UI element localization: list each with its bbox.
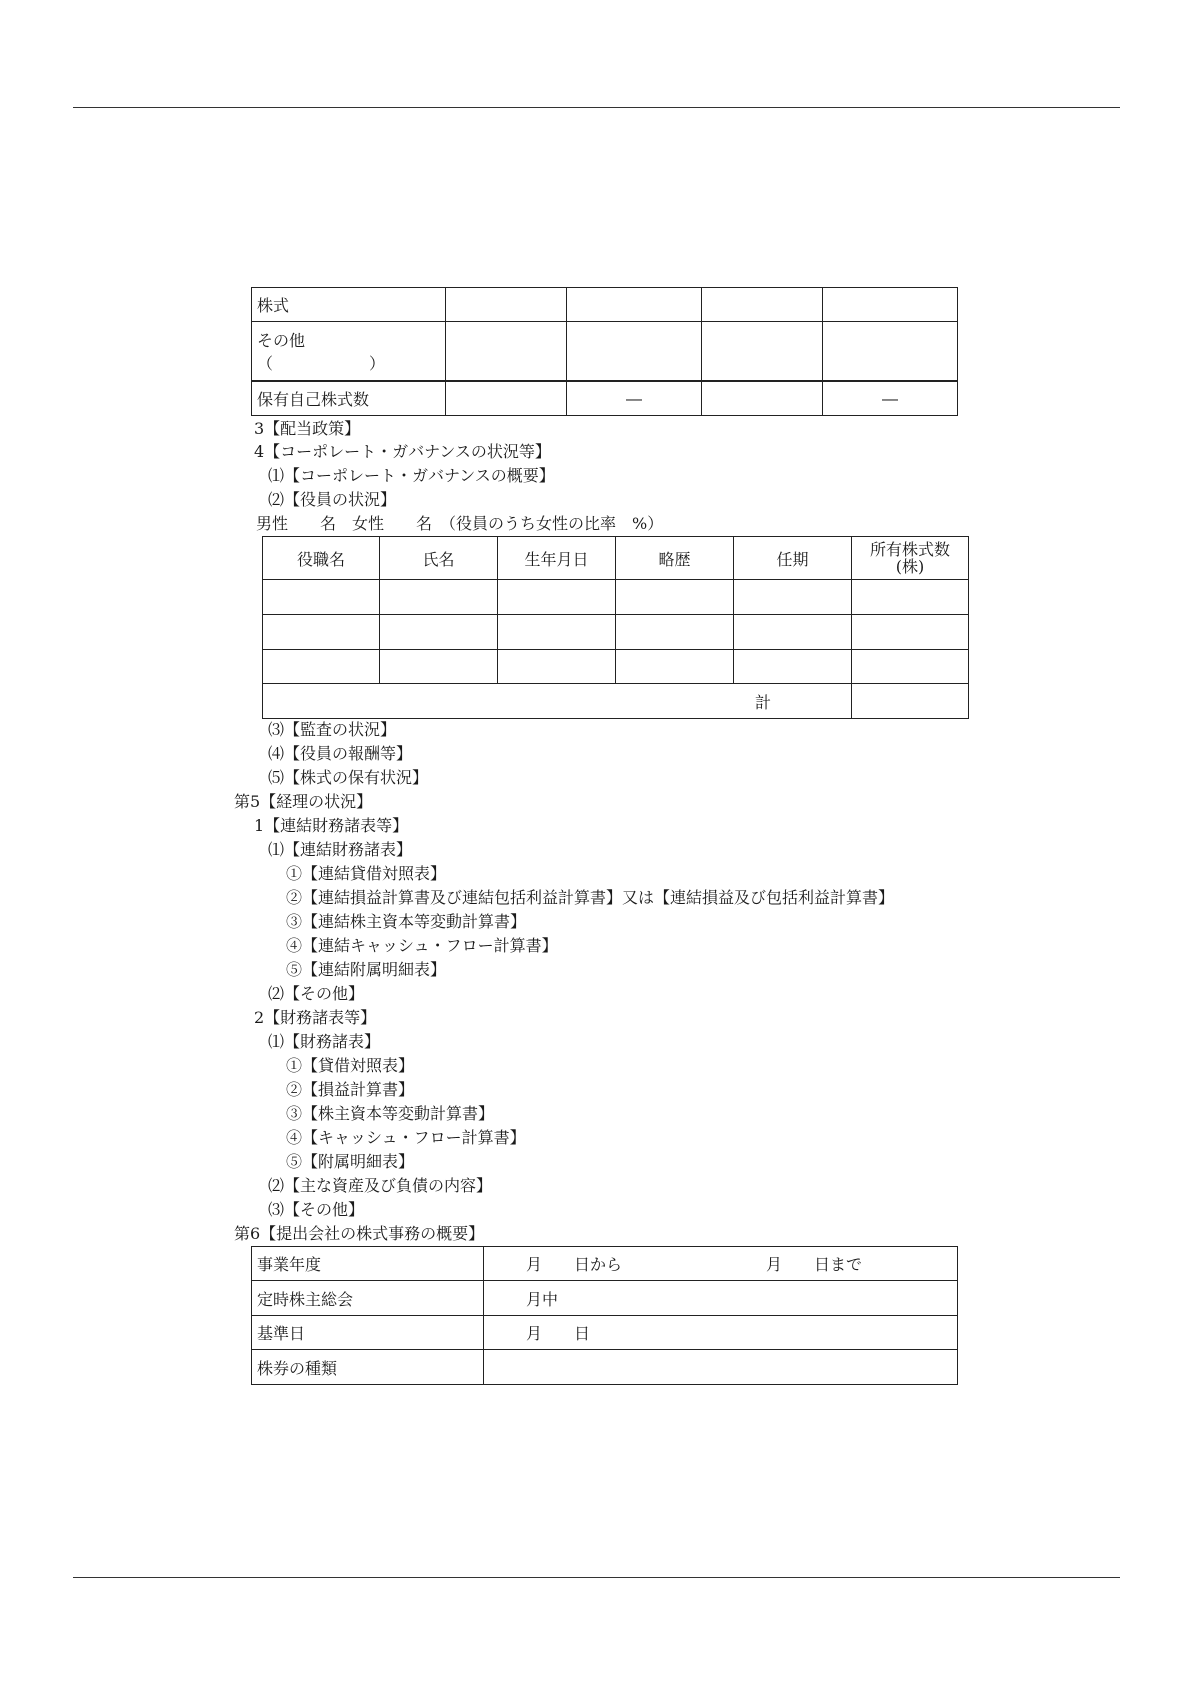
table-cell	[616, 580, 734, 615]
item-schedules: ⑤【附属明細表】	[286, 1152, 415, 1171]
item-bs: ①【貸借対照表】	[286, 1056, 415, 1075]
table-cell	[446, 322, 567, 381]
table-row	[263, 615, 969, 650]
table-cell	[852, 650, 969, 684]
treasury-stock-table	[251, 287, 958, 416]
table-cell	[380, 650, 498, 684]
table-row	[252, 322, 958, 381]
item-equity: ③【株主資本等変動計算書】	[286, 1104, 495, 1123]
item-cashflow: ④【キャッシュ・フロー計算書】	[286, 1128, 526, 1147]
heading-financial-statements: 2【財務諸表等】	[254, 1008, 377, 1027]
table-row	[252, 1316, 958, 1350]
table-cell	[263, 615, 380, 650]
heading-stock-administration: 第6【提出会社の株式事務の概要】	[234, 1224, 485, 1243]
heading-consolidated-fs: ⑴【連結財務諸表】	[268, 840, 413, 859]
column-header: 略歴	[616, 537, 734, 580]
row-label: 株式	[252, 288, 446, 322]
stock-administration-table	[251, 1246, 958, 1385]
column-header: 役職名	[263, 537, 380, 580]
heading-consolidated-other: ⑵【その他】	[268, 984, 365, 1003]
table-cell	[823, 322, 958, 381]
header-rule	[73, 107, 1120, 108]
row-label: 株券の種類	[252, 1350, 484, 1385]
row-value	[484, 1350, 958, 1385]
table-cell	[498, 615, 616, 650]
table-cell	[702, 288, 823, 322]
table-cell	[498, 650, 616, 684]
table-row	[252, 1247, 958, 1281]
heading-dividend-policy: 3【配当政策】	[254, 419, 361, 438]
table-cell	[567, 322, 702, 381]
heading-assets-liabilities: ⑵【主な資産及び負債の内容】	[268, 1176, 493, 1195]
table-row	[252, 288, 958, 322]
table-cell	[734, 650, 852, 684]
table-cell	[734, 615, 852, 650]
table-row	[252, 381, 958, 416]
column-header: 所有株式数 (株)	[852, 537, 969, 580]
row-value: 月中	[484, 1281, 958, 1316]
table-row	[263, 650, 969, 684]
table-row	[263, 580, 969, 615]
row-value: 月 日	[484, 1316, 958, 1350]
heading-governance-overview: ⑴【コーポレート・ガバナンスの概要】	[268, 466, 555, 485]
item-consolidated-pl: ②【連結損益計算書及び連結包括利益計算書】又は【連結損益及び包括利益計算書】	[286, 888, 895, 907]
table-cell	[263, 580, 380, 615]
table-cell	[852, 615, 969, 650]
table-cell	[702, 381, 823, 416]
table-cell	[498, 580, 616, 615]
table-header-row	[263, 537, 969, 580]
row-label: 基準日	[252, 1316, 484, 1350]
heading-consolidated-statements: 1【連結財務諸表等】	[254, 816, 409, 835]
table-cell: ―	[567, 381, 702, 416]
officer-gender-ratio: 男性 名 女性 名 （役員のうち女性の比率 %）	[256, 514, 664, 533]
heading-shareholding: ⑸【株式の保有状況】	[268, 768, 429, 787]
table-cell	[616, 650, 734, 684]
table-total-row	[263, 684, 969, 719]
column-header: 任期	[734, 537, 852, 580]
row-label-main: その他	[257, 330, 306, 350]
row-label-sub: （ ）	[257, 353, 386, 373]
row-label	[252, 322, 446, 381]
row-label: 事業年度	[252, 1247, 484, 1281]
heading-audit: ⑶【監査の状況】	[268, 720, 397, 739]
table-cell	[446, 381, 567, 416]
row-value: 月 日から 月 日まで	[484, 1247, 958, 1281]
table-cell	[702, 322, 823, 381]
table-cell	[852, 580, 969, 615]
table-cell	[446, 288, 567, 322]
heading-fs: ⑴【財務諸表】	[268, 1032, 381, 1051]
officer-table	[262, 536, 969, 719]
table-cell	[734, 580, 852, 615]
heading-accounting: 第5【経理の状況】	[234, 792, 373, 811]
item-consolidated-bs: ①【連結貸借対照表】	[286, 864, 447, 883]
column-header: 生年月日	[498, 537, 616, 580]
table-row	[252, 1281, 958, 1316]
total-value-cell	[852, 684, 969, 719]
table-cell	[567, 288, 702, 322]
heading-officers: ⑵【役員の状況】	[268, 490, 397, 509]
table-cell	[616, 615, 734, 650]
item-consolidated-cashflow: ④【連結キャッシュ・フロー計算書】	[286, 936, 558, 955]
item-consolidated-equity: ③【連結株主資本等変動計算書】	[286, 912, 527, 931]
item-consolidated-schedules: ⑤【連結附属明細表】	[286, 960, 447, 979]
table-cell	[380, 580, 498, 615]
total-label-cell: 計	[263, 684, 852, 719]
heading-fs-other: ⑶【その他】	[268, 1200, 365, 1219]
footer-rule	[73, 1577, 1120, 1578]
table-cell	[263, 650, 380, 684]
row-label: 保有自己株式数	[252, 381, 446, 416]
column-header: 氏名	[380, 537, 498, 580]
item-pl: ②【損益計算書】	[286, 1080, 415, 1099]
heading-officer-compensation: ⑷【役員の報酬等】	[268, 744, 413, 763]
row-label: 定時株主総会	[252, 1281, 484, 1316]
heading-governance: 4【コーポレート・ガバナンスの状況等】	[254, 442, 551, 461]
table-cell	[380, 615, 498, 650]
table-cell: ―	[823, 381, 958, 416]
table-row	[252, 1350, 958, 1385]
table-cell	[823, 288, 958, 322]
